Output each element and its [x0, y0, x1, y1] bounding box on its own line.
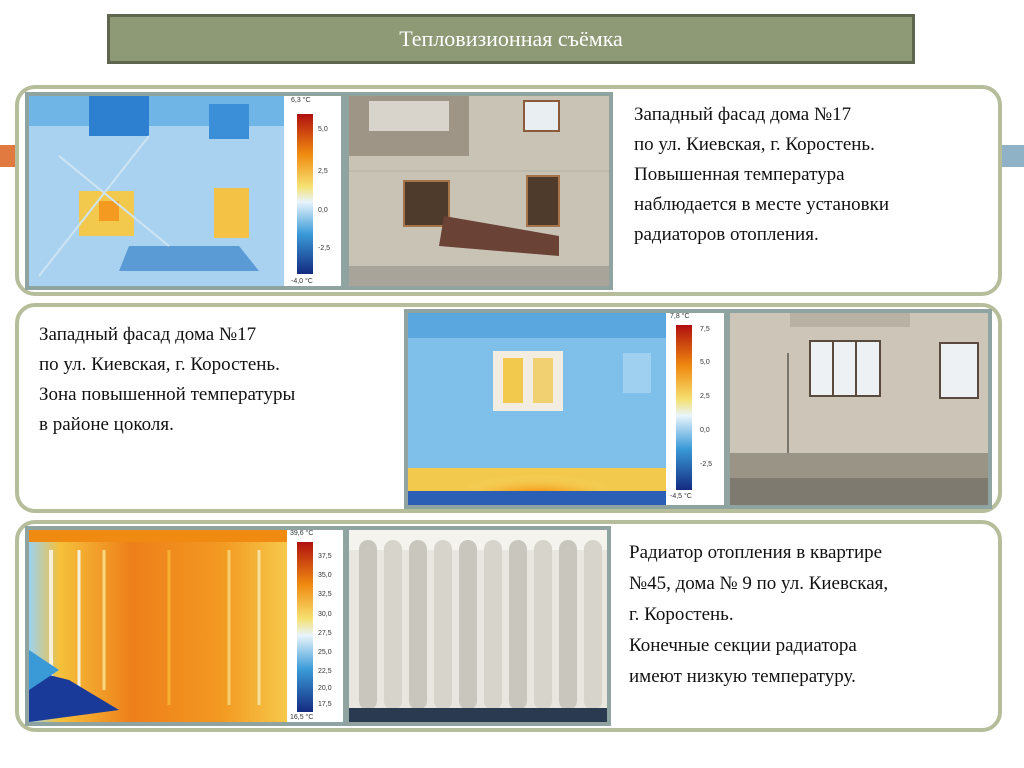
thermal-image-facade [25, 92, 345, 290]
thermal-scale-max: 39,6 °C [290, 530, 314, 537]
thermal-scale-max: 7,8 °C [670, 313, 690, 320]
photo-facade [345, 92, 613, 290]
thermal-scale-tick: 25,0 [318, 649, 332, 656]
thermal-scale-tick: 2,5 [700, 393, 710, 400]
thermal-scale-max: 6,3 °C [291, 97, 311, 104]
photo-plinth [726, 309, 992, 509]
panel-2-description: Западный фасад дома №17 по ул. Киевская, г. Коростень. Зона повышенной температуры в районе цоколя. [39, 324, 296, 435]
thermal-scale-tick: 5,0 [700, 359, 710, 366]
thermal-scale-min: 16,5 °C [290, 714, 314, 721]
thermal-scale-tick: 7,5 [700, 326, 710, 333]
thermal-image-radiator [25, 526, 347, 726]
thermal-scale-tick: 27,5 [318, 630, 332, 637]
thermal-scale-tick: 22,5 [318, 668, 332, 675]
thermal-scale-tick: 5,0 [318, 126, 328, 133]
photo-radiator [345, 526, 611, 726]
thermal-scale-tick: 17,5 [318, 701, 332, 708]
thermal-scale-tick: 0,0 [700, 427, 710, 434]
thermal-scale-min: -4,5 °C [670, 493, 692, 500]
panel-1-description: Западный фасад дома №17 по ул. Киевская, г. Коростень. Повышенная температура наблюдается в месте установки радиаторов отопления. [634, 104, 890, 245]
thermal-scale-tick: -2,5 [318, 245, 331, 252]
thermal-scale-tick: 32,5 [318, 591, 332, 598]
slide-title: Тепловизионная съёмка [107, 14, 915, 64]
thermal-scale-tick: 0,0 [318, 207, 328, 214]
thermal-scale-tick: 2,5 [318, 168, 328, 175]
thermal-scale-tick: 20,0 [318, 685, 332, 692]
thermal-scale-min: -4,0 °C [291, 278, 313, 285]
thermal-scale-tick: 30,0 [318, 611, 332, 618]
panel-3-description: Радиатор отопления в квартире №45, дома № 9 по ул. Киевская, г. Коростень. Конечные секции радиатора имеют низкую температуру. [629, 542, 889, 687]
thermal-image-plinth [404, 309, 728, 509]
thermal-scale-tick: 37,5 [318, 553, 332, 560]
thermal-scale-tick: 35,0 [318, 572, 332, 579]
thermal-scale-tick: -2,5 [700, 461, 713, 468]
